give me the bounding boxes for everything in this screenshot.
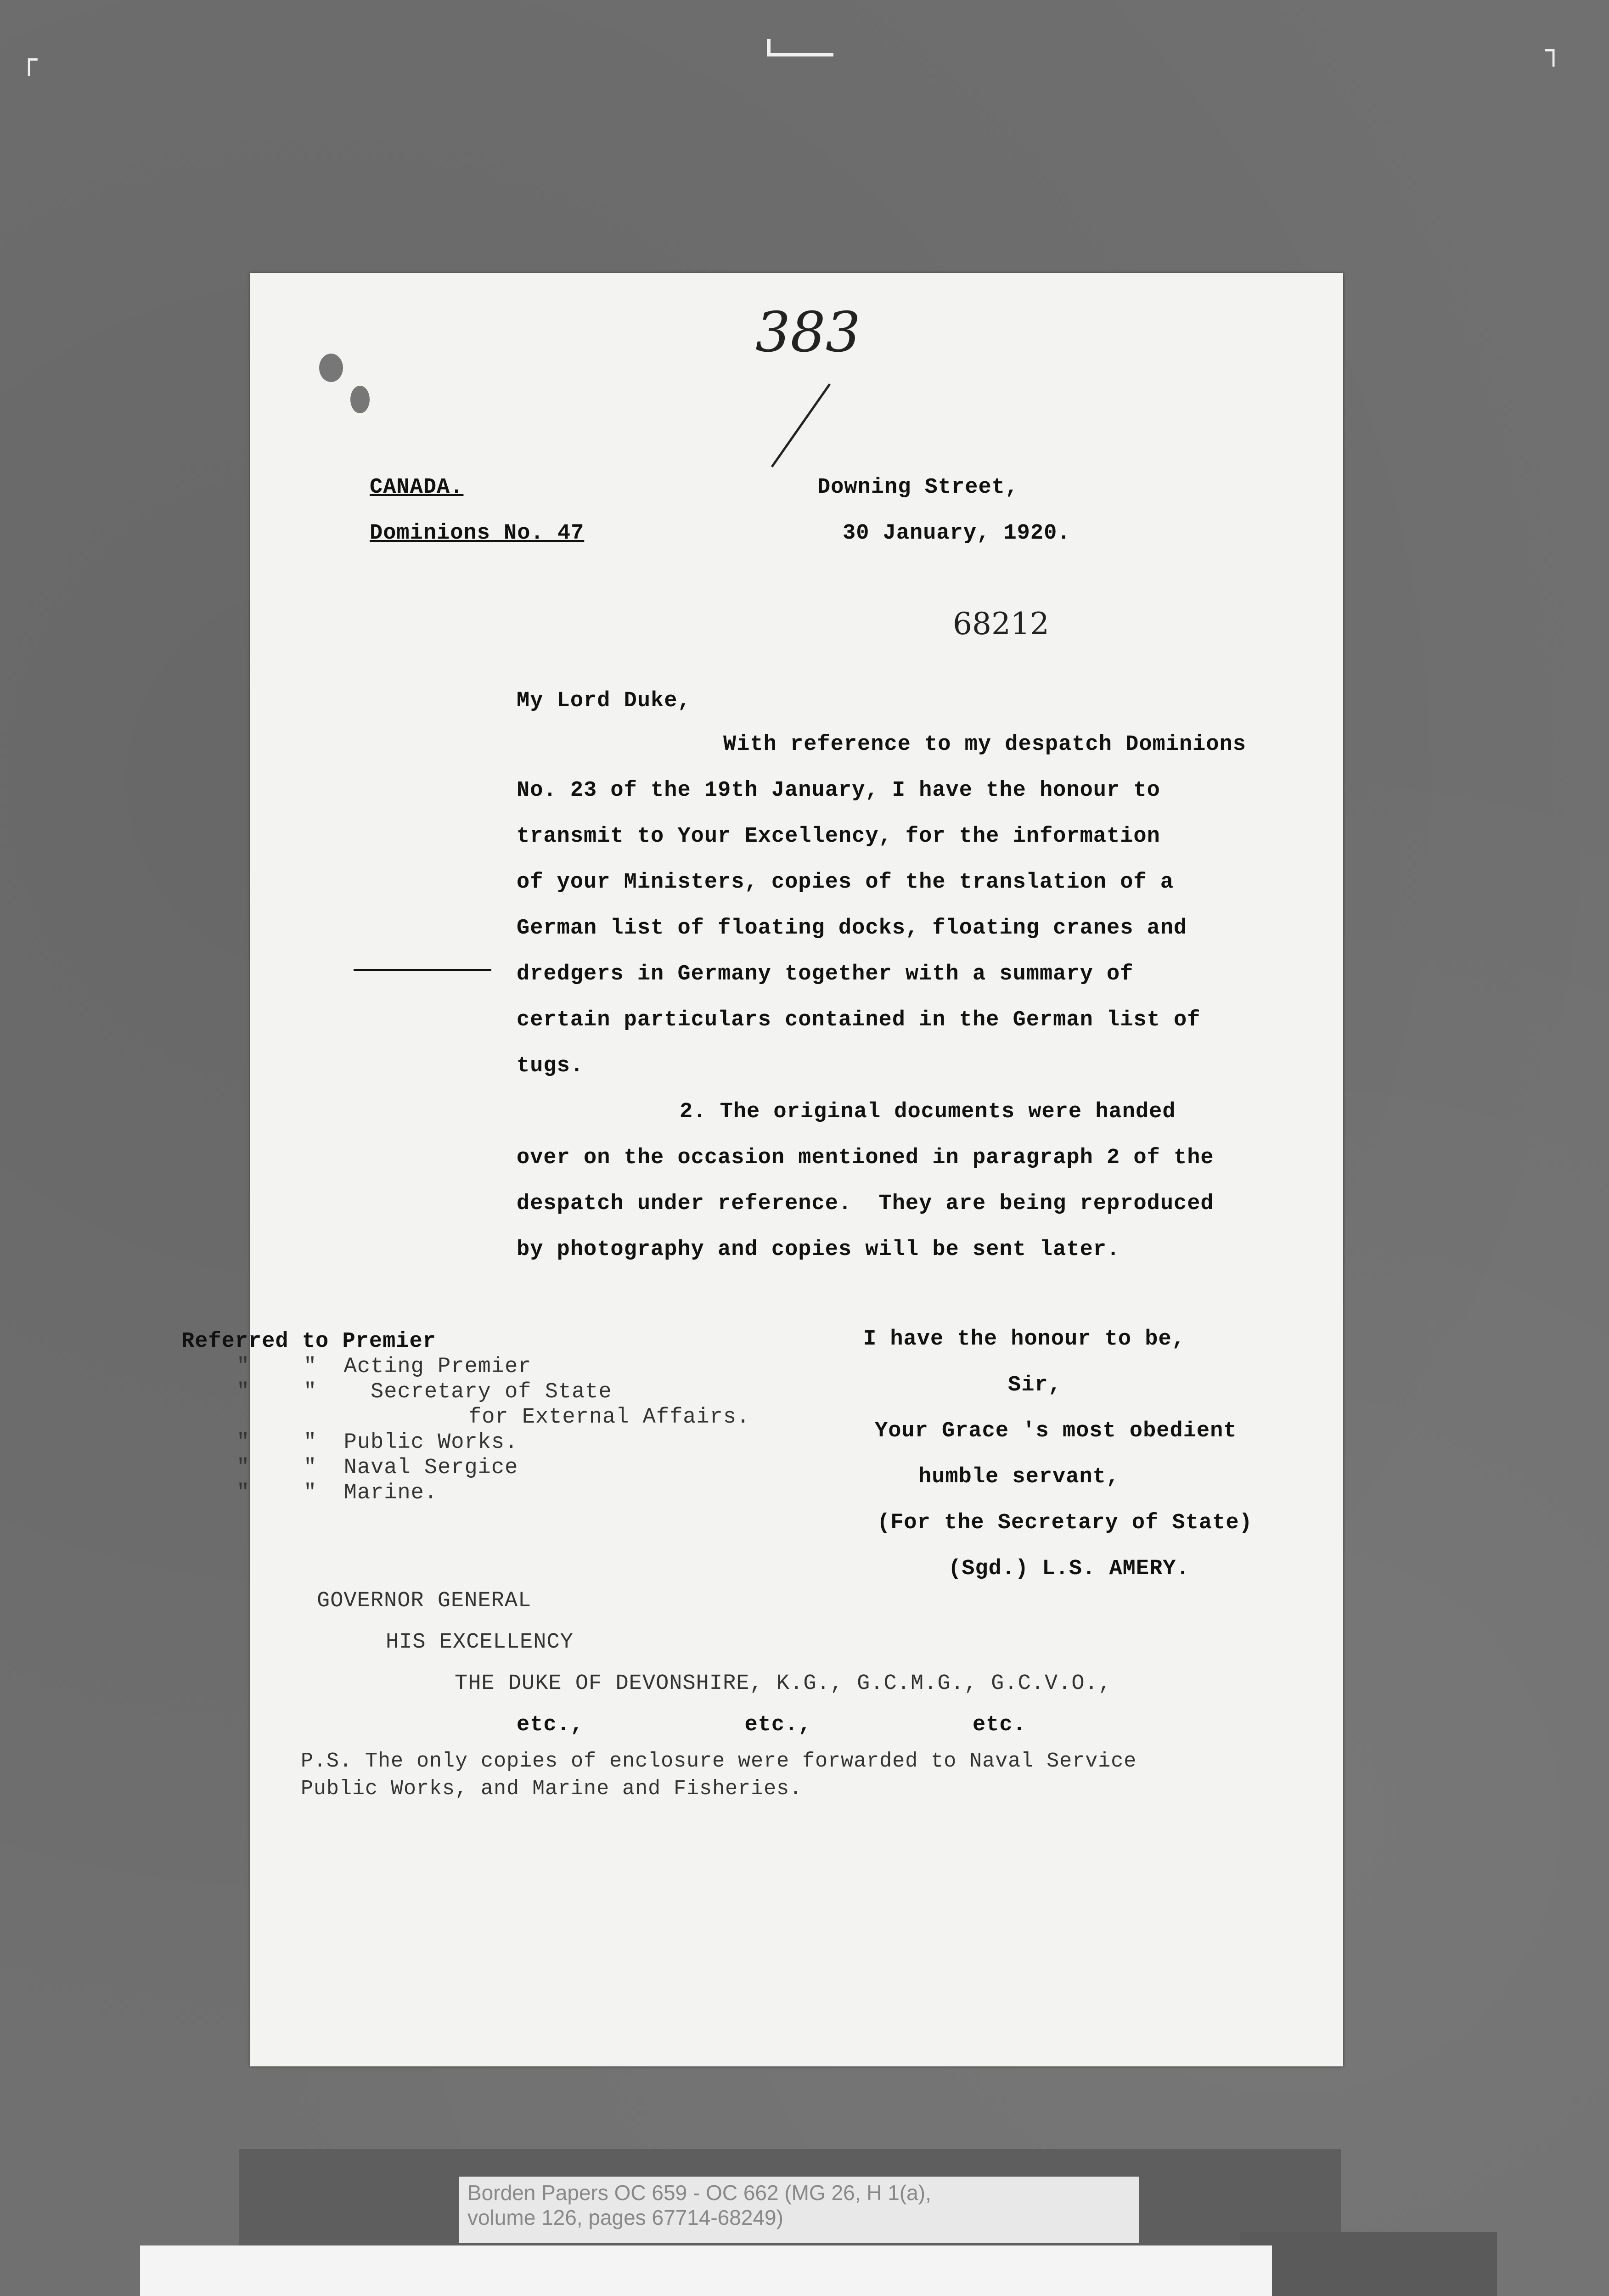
- country-heading: CANADA.: [370, 475, 464, 500]
- archives-stamp: [140, 2245, 1272, 2296]
- body-line: despatch under reference. They are being reproduced: [517, 1192, 1214, 1216]
- referral-line: for External Affairs.: [468, 1405, 750, 1429]
- closing-line: Sir,: [1008, 1373, 1062, 1397]
- salutation: My Lord Duke,: [517, 689, 691, 713]
- closing-line: (For the Secretary of State): [877, 1511, 1253, 1535]
- referral-line: " " Marine.: [236, 1481, 438, 1505]
- sender-address: Downing Street,: [817, 475, 1019, 500]
- crop-mark-top-right: ┐: [1545, 34, 1562, 67]
- film-frame-mark: [767, 53, 833, 56]
- tape-strip: [1240, 2232, 1497, 2296]
- reference-line: volume 126, pages 67714-68249): [467, 2206, 783, 2229]
- archive-number: 383: [755, 301, 861, 365]
- reference-label: [459, 2177, 1139, 2243]
- body-line: by photography and copies will be sent later.: [517, 1238, 1120, 1262]
- body-line: over on the occasion mentioned in paragraph 2 of the: [517, 1146, 1214, 1170]
- referral-line: " " Secretary of State: [236, 1380, 612, 1404]
- postscript-line: Public Works, and Marine and Fisheries.: [301, 1777, 803, 1801]
- referral-line: " " Public Works.: [236, 1430, 518, 1455]
- addressee-line: HIS EXCELLENCY: [386, 1630, 574, 1654]
- addressee-line: THE DUKE OF DEVONSHIRE, K.G., G.C.M.G., G.C.V.O.,: [455, 1671, 1112, 1696]
- document-number: 68212: [953, 606, 1049, 642]
- referral-line: " " Naval Sergice: [236, 1456, 518, 1480]
- punch-hole: [350, 386, 370, 413]
- referral-heading: Referred to Premier: [181, 1329, 436, 1354]
- referral-line: " " Acting Premier: [236, 1355, 532, 1379]
- body-line: 2. The original documents were handed: [680, 1100, 1176, 1124]
- reference-line: Borden Papers OC 659 - OC 662 (MG 26, H 1(a),: [467, 2181, 931, 2205]
- body-line: of your Ministers, copies of the translation of a: [517, 870, 1174, 895]
- body-line: certain particulars contained in the German list of: [517, 1008, 1201, 1032]
- film-frame-mark: [767, 39, 771, 53]
- body-line: With reference to my despatch Dominions: [723, 732, 1246, 757]
- body-line: German list of floating docks, floating cranes and: [517, 916, 1187, 940]
- margin-rule: [354, 969, 491, 971]
- closing-line: humble servant,: [918, 1465, 1120, 1489]
- body-line: tugs.: [517, 1054, 584, 1078]
- body-line: dredgers in Germany together with a summary of: [517, 962, 1134, 986]
- body-line: transmit to Your Excellency, for the information: [517, 824, 1160, 849]
- signature: (Sgd.) L.S. AMERY.: [948, 1557, 1190, 1581]
- dispatch-reference: Dominions No. 47: [370, 521, 585, 546]
- body-line: No. 23 of the 19th January, I have the honour to: [517, 778, 1160, 803]
- closing-line: Your Grace 's most obedient: [875, 1419, 1237, 1443]
- addressee-line: GOVERNOR GENERAL: [317, 1589, 532, 1613]
- punch-hole: [319, 354, 343, 382]
- pen-stroke: [771, 383, 831, 467]
- letter-date: 30 January, 1920.: [843, 521, 1071, 546]
- postscript-line: P.S. The only copies of enclosure were forwarded to Naval Service: [301, 1750, 1137, 1773]
- crop-mark-top-left: ┌: [21, 44, 38, 76]
- closing-line: I have the honour to be,: [863, 1327, 1185, 1351]
- letter-page: [181, 273, 1343, 2066]
- addressee-line: etc., etc., etc.: [517, 1713, 1026, 1737]
